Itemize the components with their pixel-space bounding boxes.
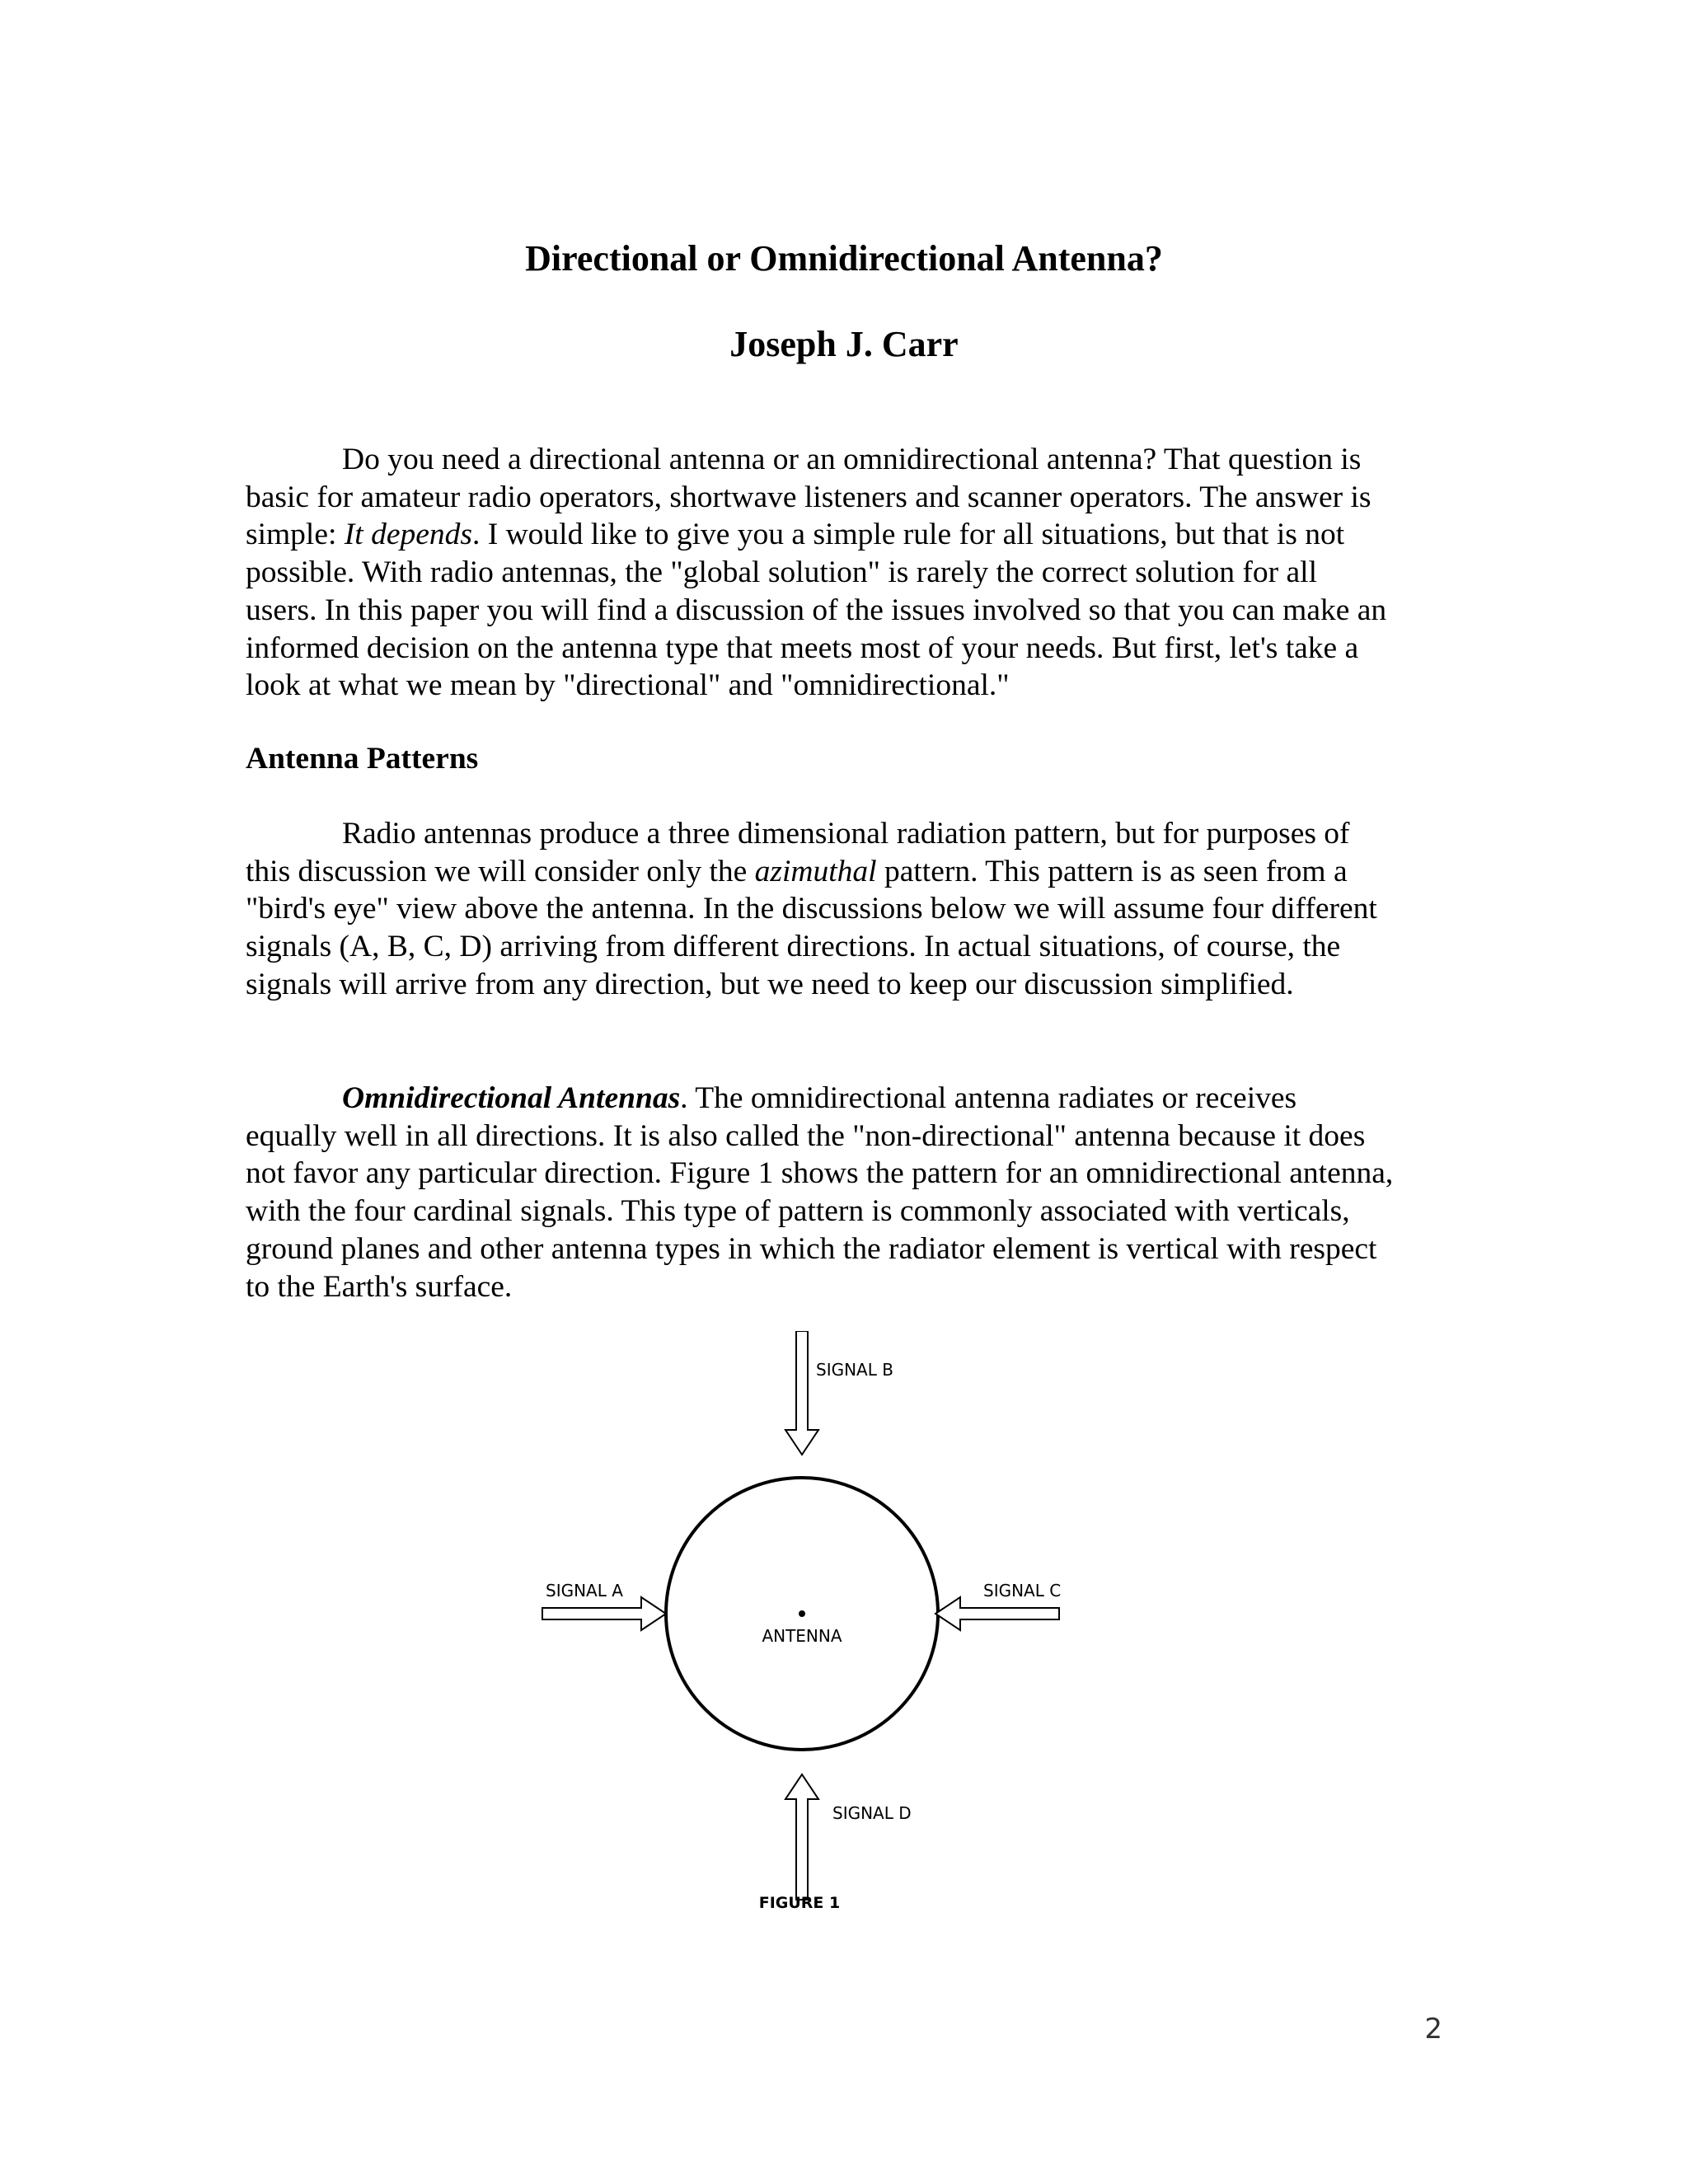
paragraph-line: to the Earth's surface.	[246, 1269, 513, 1304]
antenna-patterns-paragraph	[246, 815, 1449, 1004]
antenna-dot	[799, 1610, 805, 1617]
paragraph-line: simple: It depends. I would like to give you a simple rule for all situations, but that is not	[246, 518, 1345, 552]
paragraph-line: equally well in all directions. It is also called the "non-directional" antenna because it does	[246, 1118, 1366, 1153]
signal-a-label: SIGNAL A	[546, 1581, 623, 1601]
run-in-heading: Omnidirectional Antennas	[342, 1081, 681, 1115]
paragraph-line: signals will arrive from any direction, but we need to keep our discussion simplified.	[246, 967, 1294, 1001]
paragraph-line: not favor any particular direction. Figure 1 shows the pattern for an omnidirectional antenna,	[246, 1156, 1394, 1191]
paragraph-line: basic for amateur radio operators, shortwave listeners and scanner operators. The answer is	[246, 480, 1372, 514]
antenna-label: ANTENNA	[762, 1626, 842, 1646]
paragraph-line: users. In this paper you will find a discussion of the issues involved so that you can make an	[246, 593, 1387, 627]
document-author: Joseph J. Carr	[729, 324, 959, 364]
document-title: Directional or Omnidirectional Antenna?	[525, 238, 1163, 279]
intro-paragraph	[246, 441, 1449, 705]
signal-d-label: SIGNAL D	[832, 1803, 912, 1823]
paragraph-line: ground planes and other antenna types in which the radiator element is vertical with respect	[246, 1231, 1377, 1266]
figure-1	[528, 1331, 1071, 1924]
paragraph-line: informed decision on the antenna type that meets most of your needs. But first, let's take a	[246, 630, 1359, 665]
section-heading: Antenna Patterns	[246, 742, 479, 776]
paragraph-line: Do you need a directional antenna or an omnidirectional antenna? That question is	[342, 443, 1362, 476]
paragraph-line: possible. With radio antennas, the "global solution" is rarely the correct solution for all	[246, 555, 1317, 590]
signal-c-arrow	[935, 1597, 1059, 1630]
signal-a-arrow	[542, 1597, 666, 1630]
omnidirectional-pattern-diagram	[528, 1331, 1071, 1924]
emphasis-text: azimuthal	[754, 854, 877, 888]
signal-b-arrow	[785, 1331, 818, 1455]
paragraph-line: this discussion we will consider only the azimuthal pattern. This pattern is as seen from a	[246, 854, 1348, 888]
page-number: 2	[1424, 2013, 1442, 2046]
paragraph-line: look at what we mean by "directional" and "omnidirectional."	[246, 668, 1010, 703]
signal-c-label: SIGNAL C	[983, 1581, 1062, 1601]
paragraph-line: Radio antennas produce a three dimensional radiation pattern, but for purposes of	[342, 817, 1350, 851]
signal-b-label: SIGNAL B	[816, 1360, 893, 1380]
paragraph-line: Omnidirectional Antennas. The omnidirectional antenna radiates or receives	[342, 1081, 1297, 1115]
paragraph-line: signals (A, B, C, D) arriving from different directions. In actual situations, of course, the	[246, 930, 1341, 964]
omnidirectional-paragraph	[246, 1080, 1449, 1305]
paragraph-line: "bird's eye" view above the antenna. In the discussions below we will assume four different	[246, 892, 1377, 926]
signal-d-arrow	[785, 1774, 818, 1900]
figure-caption: FIGURE 1	[758, 1894, 841, 1912]
emphasis-text: It depends	[344, 518, 472, 552]
paragraph-line: with the four cardinal signals. This type of pattern is commonly associated with verticals,	[246, 1194, 1350, 1229]
